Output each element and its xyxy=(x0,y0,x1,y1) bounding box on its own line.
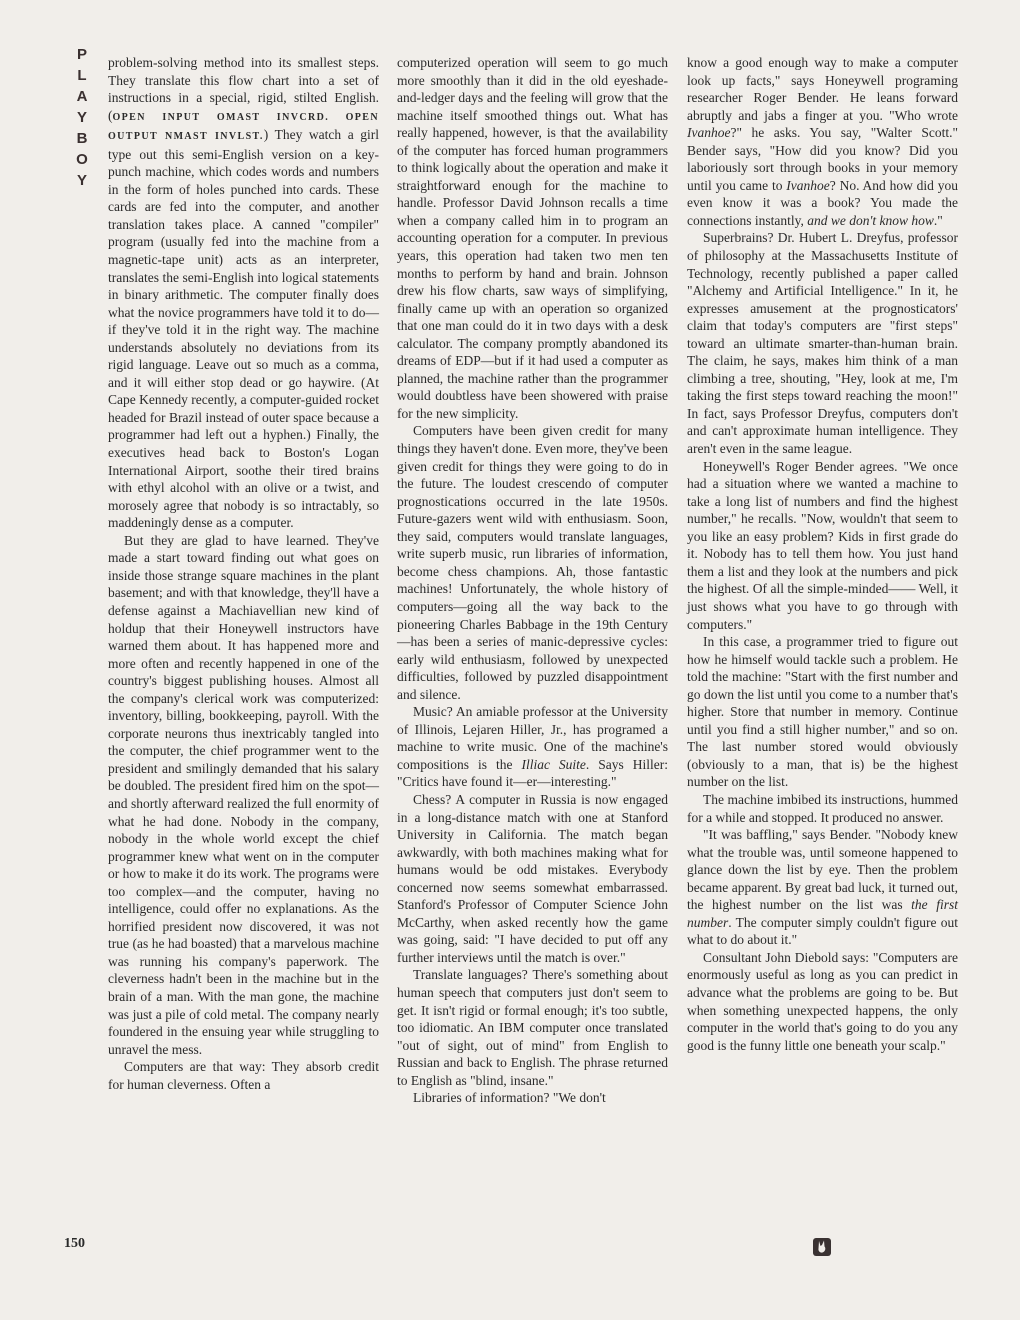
masthead-letter: B xyxy=(76,130,88,147)
page-number: 150 xyxy=(64,1236,85,1251)
article-column-2 xyxy=(397,54,668,1107)
paragraph: Consultant John Diebold says: "Computers are enormously useful as long as you can predict in advance what the problems are going to be. But when something unexpected happens, the only computer in the world that's going to do you any good is the funny little one beneath your scalp." xyxy=(687,949,958,1053)
article-column-1 xyxy=(108,54,379,1093)
masthead-letter: A xyxy=(76,88,88,105)
paragraph: Computers have been given credit for many things they haven't done. Even more, they've been given credit for things they were going to do in the future. The loudest crescendo of computer prognostications occurred in the late 1950s. Future-gazers went wild with enthusiasm. Soon, they said, computers would translate languages, write superb music, run libraries of information, become chess champions. Ah, those fantastic machines! Unfortunately, the whole history of computers—going all the way back to the pioneering Charles Babbage in the 19th Century—has been a series of manic-depressive cycles: early wild enthusiasm, followed by unexpected difficulties, followed by puzzled disappointment and silence. xyxy=(397,423,668,702)
paragraph: But they are glad to have learned. They've made a start toward finding out what goes on inside those strange square machines in the plant basement; and with that knowledge, they'll have a defense against a Machiavellian new kind of holdup that their Honeywell instructors have warned them about. It has happened more and more often and recently happened in one of the country's biggest publishing houses. Almost all the company's clerical work was computerized: inventory, billing, bookkeeping, payroll. With the corporate neurons thus inextricably tangled into the computer, the chief programmer went to the president and smilingly demanded that his salary be doubled. The president fired him on the spot—and shortly afterward realized the full enormity of what he had done. Nobody in the company, nobody in the whole world except the chief programmer knew what went on in the computer or how to make it do its work. The programs were too complex—and the computer, having no intelligence, could offer no explanations. As the horrified president now discovered, it was not true (as he had boasted) that a marvelous machine was running his company's paperwork. The cleverness hadn't been in the machine but in the brain of a man. With the man gone, the machine was just a pile of cold metal. The company nearly foundered in the ensuing year while struggling to unravel the mess. xyxy=(108,532,379,1057)
masthead-letter: L xyxy=(77,67,87,84)
text-run: . The computer simply couldn't figure out what to do about it." xyxy=(687,914,958,948)
paragraph: computerized operation will seem to go much more smoothly than it did in the old eyeshade-and-ledger days and the feeling will grow that the machine itself smoothed things out. What has really happened, however, is that the availability of the computer has forced human programmers to think logically about the operation and make it straightforward enough for the machine to handle. Professor David Johnson recalls a time when a company called him in to program an accounting operation for a computer. In previous years, this operation had taken two men ten months to perform by hand and brain. Johnson drew his flow charts, saw ways of simplifying, finally came up with an operation so organized that one man could do it in two days with a desk calculator. The company promptly abandoned its dreams of EDP—but if it had used a computer as planned, the machine rather than the programmer would doubtless have been showered with praise for the new simplicity. xyxy=(397,55,668,421)
paragraph: Superbrains? Dr. Hubert L. Dreyfus, professor of philosophy at the Massachusetts Institute of Technology, recently published a paper called "Alchemy and Artificial Intelligence." In it, he expresses amusement at the prognosticators' claim that today's computers are "first steps" toward an ultimate smarter-than-human brain. The claim, he says, makes him think of a man climbing a tree, shouting, "Hey, look at me, I'm taking the first steps toward reaching the moon!" In fact, says Professor Dreyfus, computers don't and can't approximate human intelligence. They aren't even in the same league. xyxy=(687,230,958,457)
text-run: . Says Hiller: "Critics have found it—er—interesting." xyxy=(397,756,669,790)
text-run: ? No. And how did you even know it was a book? You made the connections instantly, xyxy=(687,177,959,228)
masthead-letter: Y xyxy=(76,109,87,126)
text-run: Music? An amiable professor at the University of Illinois, Lejaren Hiller, Jr., has programed a machine to write music. One of the machine's compositions is the xyxy=(397,704,668,772)
paragraph xyxy=(397,703,668,791)
paragraph: Honeywell's Roger Bender agrees. "We once had a situation where we wanted a machine to take a long list of numbers and find the highest number," he recalls. "Now, wouldn't that seem to you like an easy problem? Kids in first grade do it. Nobody has to tell them how. You just hand them a list and they look at the numbers and pick the highest. Of all the simple-minded—— Well, it just shows what you have to go through with computers." xyxy=(687,458,958,632)
paragraph: Translate languages? There's something about human speech that computers just don't seem to get. It isn't rigid or formal enough; it's too subtle, too idiomatic. An IBM computer once translated "out of sight, out of mind" from English to Russian and back to English. The phrase returned to English as "blind, insane." xyxy=(397,967,668,1088)
text-run: know a good enough way to make a computer look up facts," says Honeywell programing researcher Roger Bender. He leans forward abruptly and jabs a finger at you. "Who wrote xyxy=(687,55,958,123)
text-run: "It was baffling," says Bender. "Nobody knew what the trouble was, until someone happened to glance down the list by eye. Then the problem became apparent. By great bad luck, it turned out, the highest number on the list was xyxy=(687,827,958,913)
paragraph: In this case, a programmer tried to figure out how he himself would tackle such a problem. He told the machine: "Start with the first number and go down the list until you come to a number that's higher. Store that number in memory. Continue until you find a still higher number," and so on. The last number stored would obviously (obviously to a man, that is) be the highest number on the list. xyxy=(687,634,958,790)
paragraph: Libraries of information? "We don't xyxy=(413,1090,606,1106)
text-run: problem-solving method into its smallest steps. They translate this flow chart into a set of instructions in a special, rigid, stilted English. ( xyxy=(108,55,379,123)
emphasis: and we don't know how xyxy=(807,212,934,228)
playboy-masthead xyxy=(70,44,94,191)
masthead-letter: P xyxy=(76,46,87,63)
text-run: ) They watch a girl type out this semi-English version on a key-punch machine, which codes words and numbers in the form of holes punched into cards. These cards are fed into the computer, and another translation takes place. A canned "compiler" program (usually fed into the machine from a magnetic-tape unit) acts as an interpreter, translates the semi-English into logical statements in binary arithmetic. The computer finally does what the novice programmers have told it to do—if they've told it in the right way. The machine understands absolutely no deviations from its rigid language. Leave out so much as a comma, and it will either stop dead or go haywire. (At Cape Kennedy recently, a computer-guided rocket headed for Brazil instead of outer space because a programmer had left out a hyphen.) Finally, the executives head back to Boston's Logan International Airport, soothe their tired brains with ethyl alcohol with an olive or a twist, and morosely agree that nobody is so intractably, so maddeningly dense as a computer. xyxy=(108,127,379,531)
masthead-letter: Y xyxy=(76,172,87,189)
paragraph xyxy=(687,54,958,229)
article-column-3 xyxy=(687,54,958,1054)
paragraph: Computers are that way: They absorb credit for human cleverness. Often a xyxy=(108,1059,379,1092)
text-run: ?" he asks. You say, "Walter Scott." Bender says, "How did you know? Did you laboriously sort through books in your memory until you came to xyxy=(687,125,958,193)
paragraph: Chess? A computer in Russia is now engaged in a long-distance match with one at Stanford University in California. The match began awkwardly, with both machines making what for humans would be odd mistakes. Everybody concerned now seems somewhat embarrassed. Stanford's Professor of Computer Science John McCarthy, when asked recently how the game was going, said: "I have decided to put off any further interviews until the match is over." xyxy=(397,791,668,965)
work-title: Illiac Suite xyxy=(521,756,586,772)
work-title: Ivanhoe xyxy=(786,177,830,193)
code-instructions: OPEN INPUT OMAST INVCRD. OPEN OUTPUT NMAST INVLST. xyxy=(108,111,379,143)
work-title: Ivanhoe xyxy=(687,125,731,141)
rabbit-head-end-mark-icon xyxy=(813,1238,831,1256)
paragraph: The machine imbibed its instructions, hummed for a while and stopped. It produced no answer. xyxy=(687,791,958,825)
masthead-letter: O xyxy=(76,151,88,168)
paragraph xyxy=(108,54,379,532)
emphasis: the first number xyxy=(687,897,958,930)
text-run: ." xyxy=(933,212,943,228)
paragraph xyxy=(687,826,958,949)
